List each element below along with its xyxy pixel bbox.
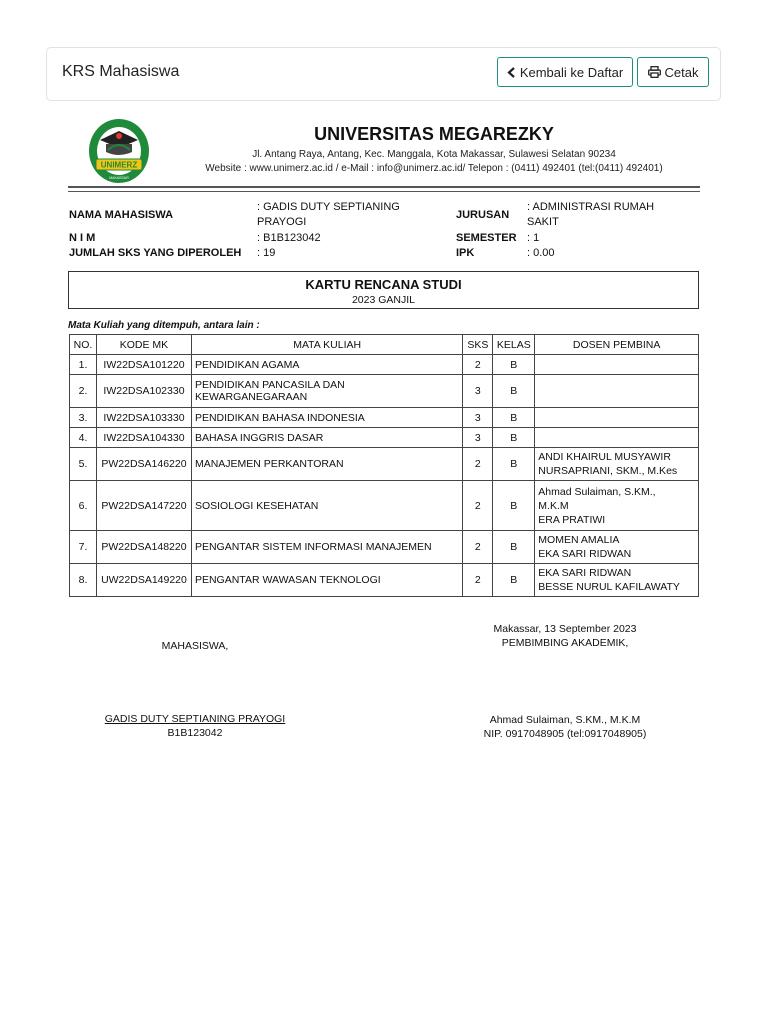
row-mata-kuliah: SOSIOLOGI KESEHATAN bbox=[191, 481, 462, 531]
svg-text:UNIMERZ: UNIMERZ bbox=[100, 160, 138, 170]
dosen-name: BESSE NURUL KAFILAWATY bbox=[538, 581, 680, 593]
ipk-label: IPK bbox=[456, 247, 475, 259]
advisor-sign-nip: NIP. 0917048905 (tel:0917048905) bbox=[483, 728, 647, 740]
row-mata-kuliah: PENDIDIKAN BAHASA INDONESIA bbox=[191, 408, 462, 428]
row-sks: 2 bbox=[463, 481, 493, 531]
row-no: 3. bbox=[70, 408, 97, 428]
row-sks: 2 bbox=[463, 355, 493, 375]
row-kode: IW22DSA103330 bbox=[96, 408, 191, 428]
back-to-list-button[interactable] bbox=[497, 57, 633, 87]
ipk-value: : 0.00 bbox=[527, 247, 555, 259]
row-sks: 2 bbox=[463, 448, 493, 481]
krs-title-box bbox=[68, 271, 699, 309]
university-logo bbox=[88, 118, 150, 186]
table-row bbox=[70, 375, 699, 408]
advisor-sign-name: Ahmad Sulaiman, S.KM., M.K.M bbox=[489, 714, 641, 726]
letterhead-divider bbox=[68, 186, 700, 188]
row-dosen bbox=[535, 428, 699, 448]
table-row bbox=[70, 428, 699, 448]
row-dosen bbox=[535, 531, 699, 564]
dosen-name: ERA PRATIWI bbox=[538, 513, 606, 526]
table-row bbox=[70, 481, 699, 531]
row-kode: UW22DSA149220 bbox=[96, 564, 191, 597]
row-kelas: B bbox=[493, 564, 535, 597]
dosen-name: Ahmad Sulaiman, S.KM., bbox=[538, 485, 656, 498]
student-sign-label: MAHASISWA, bbox=[161, 640, 229, 652]
jurusan-value-line2: SAKIT bbox=[527, 216, 559, 228]
row-no: 1. bbox=[70, 355, 97, 375]
print-button[interactable] bbox=[637, 57, 709, 87]
row-kelas: B bbox=[493, 428, 535, 448]
krs-period: 2023 GANJIL bbox=[351, 294, 416, 306]
col-header-kelas: KELAS bbox=[493, 335, 535, 355]
chevron-left-icon bbox=[507, 67, 516, 78]
row-mata-kuliah: BAHASA INGGRIS DASAR bbox=[191, 428, 462, 448]
col-header-mata-kuliah: MATA KULIAH bbox=[191, 335, 462, 355]
dosen-name: EKA SARI RIDWAN bbox=[538, 567, 632, 579]
krs-title: KARTU RENCANA STUDI bbox=[305, 277, 462, 292]
row-kelas: B bbox=[493, 481, 535, 531]
row-kelas: B bbox=[493, 408, 535, 428]
row-sks: 2 bbox=[463, 564, 493, 597]
row-kelas: B bbox=[493, 531, 535, 564]
row-kode: IW22DSA101220 bbox=[96, 355, 191, 375]
student-sign-nim: B1B123042 bbox=[167, 727, 223, 739]
semester-label: SEMESTER bbox=[456, 232, 517, 244]
dosen-name: NURSAPRIANI, SKM., M.Kes bbox=[538, 465, 678, 477]
row-sks: 3 bbox=[463, 375, 493, 408]
sks-label: JUMLAH SKS YANG DIPEROLEH bbox=[69, 247, 242, 259]
row-dosen bbox=[535, 375, 699, 408]
row-dosen bbox=[535, 355, 699, 375]
university-address: Jl. Antang Raya, Antang, Kec. Manggala, Kota Makassar, Sulawesi Selatan 90234 bbox=[252, 149, 616, 160]
jurusan-value-line1: : ADMINISTRASI RUMAH bbox=[527, 201, 655, 213]
row-kelas: B bbox=[493, 375, 535, 408]
row-no: 7. bbox=[70, 531, 97, 564]
row-mata-kuliah: MANAJEMEN PERKANTORAN bbox=[191, 448, 462, 481]
row-kode: IW22DSA102330 bbox=[96, 375, 191, 408]
dosen-name: EKA SARI RIDWAN bbox=[538, 548, 632, 560]
advisor-sign-label: PEMBIMBING AKADEMIK, bbox=[501, 637, 629, 649]
row-no: 4. bbox=[70, 428, 97, 448]
row-kelas: B bbox=[493, 355, 535, 375]
nim-label: N I M bbox=[69, 232, 96, 244]
dosen-name: M.K.M bbox=[538, 499, 569, 512]
name-value-line2: PRAYOGI bbox=[257, 216, 307, 228]
name-label: NAMA MAHASISWA bbox=[69, 209, 174, 221]
table-row bbox=[70, 408, 699, 428]
row-kode: PW22DSA147220 bbox=[96, 481, 191, 531]
row-dosen bbox=[535, 564, 699, 597]
page-title: KRS Mahasiswa bbox=[62, 63, 180, 80]
row-dosen bbox=[535, 408, 699, 428]
semester-value: : 1 bbox=[527, 232, 540, 244]
row-mata-kuliah: PENDIDIKAN PANCASILA DAN KEWARGANEGARAAN bbox=[191, 375, 462, 408]
row-no: 6. bbox=[70, 481, 97, 531]
header-card bbox=[46, 47, 721, 101]
row-sks: 3 bbox=[463, 408, 493, 428]
university-contact: Website : www.unimerz.ac.id / e-Mail : info@unimerz.ac.id/ Telepon : (0411) 492401 (tel:(0411) 492401) bbox=[205, 163, 663, 174]
col-header-kode: KODE MK bbox=[96, 335, 191, 355]
row-kode: PW22DSA148220 bbox=[96, 531, 191, 564]
row-no: 8. bbox=[70, 564, 97, 597]
row-kode: IW22DSA104330 bbox=[96, 428, 191, 448]
row-sks: 2 bbox=[463, 531, 493, 564]
col-header-sks: SKS bbox=[463, 335, 493, 355]
table-row bbox=[70, 564, 699, 597]
sks-value: : 19 bbox=[257, 247, 276, 259]
col-header-no: NO. bbox=[70, 335, 97, 355]
row-no: 2. bbox=[70, 375, 97, 408]
dosen-name: ANDI KHAIRUL MUSYAWIR bbox=[538, 451, 671, 463]
print-button-label: Cetak bbox=[664, 64, 699, 80]
row-no: 5. bbox=[70, 448, 97, 481]
svg-text:MAKASSAR: MAKASSAR bbox=[109, 176, 129, 180]
row-dosen bbox=[535, 481, 699, 531]
nim-value: : B1B123042 bbox=[257, 232, 321, 244]
col-header-dosen: DOSEN PEMBINA bbox=[535, 335, 699, 355]
course-caption: Mata Kuliah yang ditempuh, antara lain : bbox=[68, 320, 260, 331]
row-sks: 3 bbox=[463, 428, 493, 448]
table-header-row bbox=[70, 335, 699, 355]
table-row bbox=[70, 448, 699, 481]
printer-icon bbox=[648, 66, 661, 78]
table-row bbox=[70, 531, 699, 564]
jurusan-label: JURUSAN bbox=[456, 209, 510, 221]
place-date: Makassar, 13 September 2023 bbox=[493, 623, 637, 635]
row-dosen bbox=[535, 448, 699, 481]
name-value-line1: : GADIS DUTY SEPTIANING bbox=[257, 201, 400, 213]
student-sign-name: GADIS DUTY SEPTIANING PRAYOGI bbox=[104, 713, 286, 725]
dosen-name: MOMEN AMALIA bbox=[538, 534, 620, 546]
table-row bbox=[70, 355, 699, 375]
row-mata-kuliah: PENGANTAR WAWASAN TEKNOLOGI bbox=[191, 564, 462, 597]
row-mata-kuliah: PENGANTAR SISTEM INFORMASI MANAJEMEN bbox=[191, 531, 462, 564]
back-button-label: Kembali ke Daftar bbox=[519, 64, 624, 80]
row-kode: PW22DSA146220 bbox=[96, 448, 191, 481]
row-mata-kuliah: PENDIDIKAN AGAMA bbox=[191, 355, 462, 375]
row-kelas: B bbox=[493, 448, 535, 481]
course-table bbox=[69, 334, 699, 597]
university-name: UNIVERSITAS MEGAREZKY bbox=[314, 124, 554, 144]
letterhead-divider-thin bbox=[68, 191, 700, 192]
